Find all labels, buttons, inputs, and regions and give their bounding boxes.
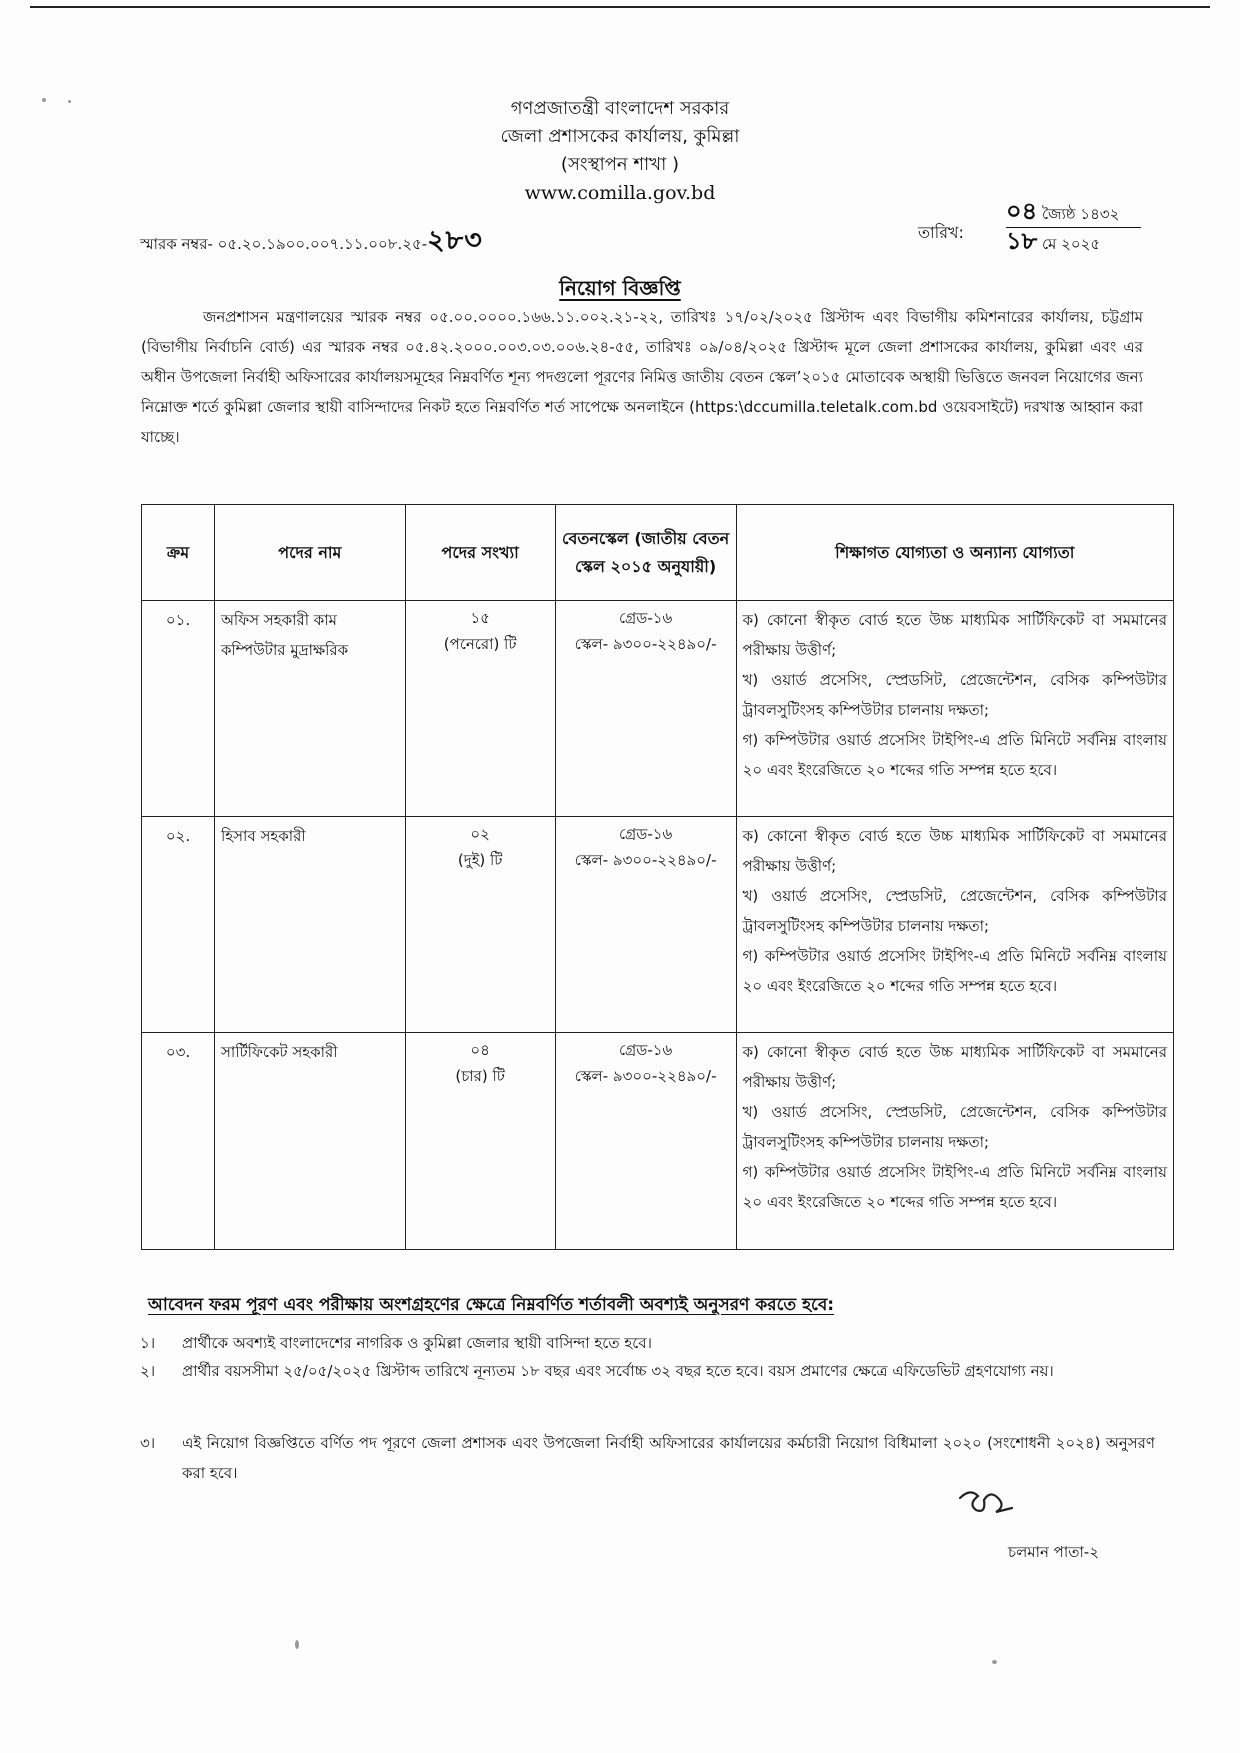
condition-text: প্রার্থীর বয়সসীমা ২৫/০৫/২০২৫ খ্রিস্টাব্দ তারিখে নূন্যতম ১৮ বছর এবং সর্বোচ্চ ৩২ বছর হতে হবে। বয়স প্রমাণের ক্ষেত্রে এফিডেভিট গ্রহণযোগ্য নয়। [182,1362,1054,1380]
top-edge-rule [30,6,1210,8]
header-branch: (সংস্থাপন শাখা ) [560,154,680,175]
qualification-a: ক) কোনো স্বীকৃত বোর্ড হতে উচ্চ মাধ্যমিক সার্টিফিকেট বা সমমানের পরীক্ষায় উত্তীর্ণ; [742,827,1167,875]
conditions-title: আবেদন ফরম পূরণ এবং পরীক্ষায় অংশগ্রহণের ক্ষেত্রে নিম্নবর্ণিত শর্তাবলী অবশ্যই অনুসরণ করতে হবে: [148,1295,835,1315]
row-post-name: সার্টিফিকেট সহকারী [214,1033,405,1250]
row-count-number: ১৫ [470,609,490,627]
header-serial: ক্রম [142,505,215,601]
row-pay-scale [555,817,736,1033]
row-post-count [405,1033,555,1250]
memo-number [140,225,483,256]
intro-paragraph: জনপ্রশাসন মন্ত্রণালয়ের স্মারক নম্বর ০৫.০০.০০০০.১৬৬.১১.০০২.২১-২২, তারিখঃ ১৭/০২/২০২৫ খ্রিস্টাব্দ এবং বিভাগীয় কমিশনারের কার্যালয়, চট্টগ্রাম (বিভাগীয় নির্বাচনি বোর্ড) এর স্মারক নম্বর ০৫.৪২.২০০০.০০৩.০৩.০০৬.২৪-৫৫, তারিখঃ ০৯/০৪/২০২৫ খ্রিস্টাব্দ মূলে জেলা প্রশাসকের কার্যালয়, কুমিল্লা এবং এর অধীন উপজেলা নির্বাহী অফিসারের কার্যালয়সমূহের নিম্নবর্ণিত শূন্য পদগুলো পূরণের নিমিত্ত জাতীয় বেতন স্কেল’২০১৫ মোতাবেক অস্থায়ী ভিত্তিতে জনবল নিয়োগের জন্য নিম্নোক্ত শর্তে কুমিল্লা জেলার স্থায়ী বাসিন্দাদের নিকট হতে নিম্নবর্ণিত শর্ত সাপেক্ষে অনলাইনে (https:\dccumilla.teletalk.com.bd ওয়েবসাইটে) দরখাস্ত আহ্বান করা যাচ্ছে। [141,308,1143,446]
notice-title: নিয়োগ বিজ্ঞপ্তি [559,276,681,300]
qualification-c: গ) কম্পিউটার ওয়ার্ড প্রসেসিং টাইপিং-এ প্রতি মিনিটে সর্বনিম্ন বাংলায় ২০ এবং ইংরেজিতে ২০ শব্দের গতি সম্পন্ন হতে হবে। [742,731,1167,779]
qualification-c: গ) কম্পিউটার ওয়ার্ড প্রসেসিং টাইপিং-এ প্রতি মিনিটে সর্বনিম্ন বাংলায় ২০ এবং ইংরেজিতে ২০ শব্দের গতি সম্পন্ন হতে হবে। [742,1163,1167,1211]
row-grade: গ্রেড-১৬ [618,825,673,843]
row-post-name: অফিস সহকারী কাম কম্পিউটার মুদ্রাক্ষরিক [214,601,405,817]
date-english [1006,228,1141,257]
row-pay-scale [555,1033,736,1250]
table-row [142,1033,1174,1250]
row-grade: গ্রেড-১৬ [618,609,673,627]
row-pay-scale [555,601,736,817]
scan-speck [42,98,46,102]
row-count-number: ০৪ [470,1041,490,1059]
row-post-count [405,817,555,1033]
date-block [1006,198,1141,257]
continued-note: চলমান পাতা-২ [1008,1543,1099,1561]
condition-item [140,1428,1155,1488]
row-count-words: (দুই) টি [457,851,503,869]
row-count-number: ০২ [470,825,490,843]
scan-speck [68,100,71,103]
memo-handwritten-number: ২৮৩ [427,225,483,256]
header-qualification: শিক্ষাগত যোগ্যতা ও অন্যান্য যোগ্যতা [736,505,1173,601]
qualification-a: ক) কোনো স্বীকৃত বোর্ড হতে উচ্চ মাধ্যমিক সার্টিফিকেট বা সমমানের পরীক্ষায় উত্তীর্ণ; [742,1043,1167,1091]
table-header-row [142,505,1174,601]
row-scale: স্কেল- ৯৩০০-২২৪৯০/- [574,851,717,869]
header-pay-scale: বেতনস্কেল (জাতীয় বেতন স্কেল ২০১৫ অনুযায়ী) [555,505,736,601]
condition-number: ৩। [140,1434,156,1452]
condition-number: ১। [140,1334,156,1352]
date-label: তারিখ: [918,223,964,242]
qualification-b: খ) ওয়ার্ড প্রসেসিং, স্প্রেডসিট, প্রেজেন্টেশন, বেসিক কম্পিউটার ট্রাবলসুটিংসহ কম্পিউটার চালনায় দক্ষতা; [742,1103,1167,1151]
row-scale: স্কেল- ৯৩০০-২২৪৯০/- [574,1067,717,1085]
row-serial: ০২. [142,817,215,1033]
row-post-name: হিসাব সহকারী [214,817,405,1033]
row-scale: স্কেল- ৯৩০০-২২৪৯০/- [574,635,717,653]
header-post-name: পদের নাম [214,505,405,601]
scan-speck [295,1640,299,1649]
date-bangla-month-year: জ্যৈষ্ঠ ১৪৩২ [1041,205,1120,223]
row-count-words: (চার) টি [455,1067,505,1085]
row-serial: ০১. [142,601,215,817]
qualification-b: খ) ওয়ার্ড প্রসেসিং, স্প্রেডসিট, প্রেজেন্টেশন, বেসিক কম্পিউটার ট্রাবলসুটিংসহ কম্পিউটার চালনায় দক্ষতা; [742,887,1167,935]
qualification-a: ক) কোনো স্বীকৃত বোর্ড হতে উচ্চ মাধ্যমিক সার্টিফিকেট বা সমমানের পরীক্ষায় উত্তীর্ণ; [742,611,1167,659]
posts-table [141,504,1174,1250]
condition-item [140,1328,1155,1358]
memo-label: স্মারক নম্বর- ০৫.২০.১৯০০.০০৭.১১.০০৮.২৫- [140,235,428,253]
date-english-month-year: মে ২০২৫ [1041,235,1101,253]
row-count-words: (পনেরো) টি [443,635,517,653]
row-qualification [736,817,1173,1033]
table-row [142,601,1174,817]
scan-speck [992,1660,997,1664]
row-post-count [405,601,555,817]
header-government: গণপ্রজাতন্ত্রী বাংলাদেশ সরকার [510,98,730,119]
table-row [142,817,1174,1033]
date-bangla-day: ০৪ [1006,196,1038,225]
row-serial: ০৩. [142,1033,215,1250]
condition-text: প্রার্থীকে অবশ্যই বাংলাদেশের নাগরিক ও কুমিল্লা জেলার স্থায়ী বাসিন্দা হতে হবে। [182,1334,652,1352]
condition-number: ২। [140,1362,156,1380]
condition-text: এই নিয়োগ বিজ্ঞপ্তিতে বর্ণিত পদ পূরণে জেলা প্রশাসক এবং উপজেলা নির্বাহী অফিসারের কার্যালয়ের কর্মচারী নিয়োগ বিধিমালা ২০২০ (সংশোধনী ২০২৪) অনুসরণ করা হবে। [182,1434,1155,1482]
condition-item [140,1356,1155,1386]
qualification-b: খ) ওয়ার্ড প্রসেসিং, স্প্রেডসিট, প্রেজেন্টেশন, বেসিক কম্পিউটার ট্রাবলসুটিংসহ কম্পিউটার চালনায় দক্ষতা; [742,671,1167,719]
date-bangla [1006,198,1141,228]
row-qualification [736,601,1173,817]
signature-mark [956,1484,1016,1520]
header-office: জেলা প্রশাসকের কার্যালয়, কুমিল্লা [500,126,740,147]
qualification-c: গ) কম্পিউটার ওয়ার্ড প্রসেসিং টাইপিং-এ প্রতি মিনিটে সর্বনিম্ন বাংলায় ২০ এবং ইংরেজিতে ২০ শব্দের গতি সম্পন্ন হতে হবে। [742,947,1167,995]
row-grade: গ্রেড-১৬ [618,1041,673,1059]
header-website: www.comilla.gov.bd [524,182,716,204]
row-qualification [736,1033,1173,1250]
header-post-count: পদের সংখ্যা [405,505,555,601]
date-english-day: ১৮ [1006,226,1038,255]
